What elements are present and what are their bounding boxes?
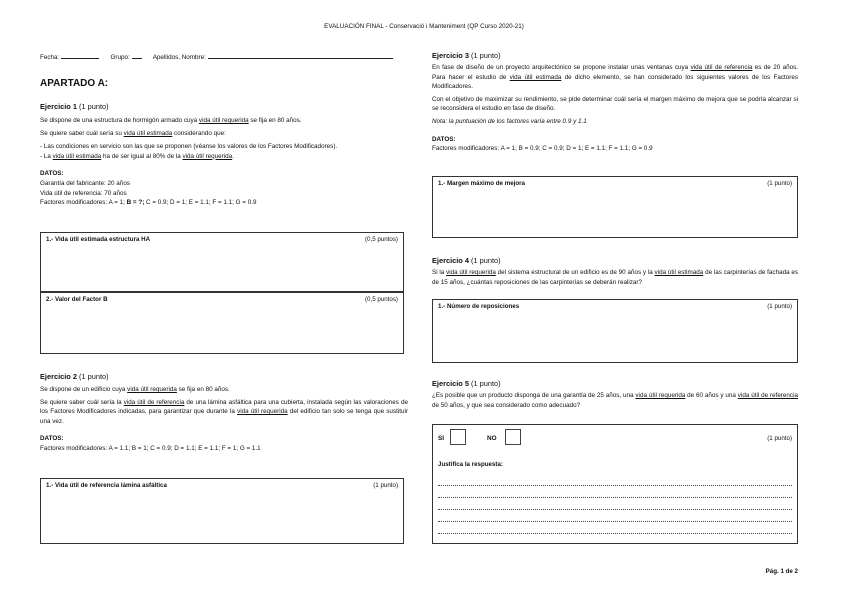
ej3-p2: Con el objetivo de maximizar su rendimiento, se pide determinar cuál sería el margen máximo de mejora que se podría alcanzar si se reconsidera el estudio en fase de diseño. (432, 95, 798, 113)
ej1-answer-box-1[interactable] (40, 232, 404, 292)
ej2-points: (1 punto) (79, 372, 109, 381)
ej5-answer-line-5[interactable] (438, 533, 792, 534)
ej2-q1-label: 1.- Vida útil de referencia lámina asfáltica (46, 482, 167, 489)
apartado-heading: APARTADO A: (40, 78, 109, 89)
ej1-dato-referencia: Vida útil de referencia: 70 años (40, 189, 127, 197)
fecha-field[interactable] (61, 51, 99, 59)
ej5-points: (1 punto) (471, 379, 501, 388)
ej4-title (432, 256, 501, 265)
ej1-dato-factores: Factores modificadores: A = 1; B = ?; C = 0.9; D = 1; E = 1.1; F = 1.1; G = 0.9 (40, 199, 257, 207)
ej2-title-label: Ejercicio 2 (40, 372, 77, 381)
ej1-dato-garantia: Garantía del fabricante: 20 años (40, 179, 130, 187)
ej5-si-checkbox[interactable] (450, 429, 466, 445)
ej3-datos-heading: DATOS: (432, 135, 456, 143)
ej3-text (432, 63, 798, 154)
ej4-title-label: Ejercicio 4 (432, 256, 469, 265)
ej4-points: (1 punto) (471, 256, 501, 265)
ej1-title-label: Ejercicio 1 (40, 102, 77, 111)
ej5-answer-line-3[interactable] (438, 509, 792, 510)
ej3-p1: En fase de diseño de un proyecto arquitectónico se propone instalar unas ventanas cuya vida útil de referencia es de 20 años. Para hacer el estudio de vida útil estimada de dicho elemento, se han considerado los siguientes valores de los Factores Modificadores. (432, 64, 799, 91)
ej1-bullet1: - Las condiciones en servicio son las que se proponen (véanse los valores de los Factores Modificadores). (40, 143, 338, 151)
ej2-p2: Se quiere saber cuál sería la vida útil de referencia de una lámina asfáltica para una cubierta, instalada según las valoraciones de los Factores Modificadores indicadas, para garantizar que durante la vida útil requerida del edificio tan solo se tenga que sustituir una vez. (40, 398, 408, 425)
ej5-p1: ¿Es posible que un producto disponga de una garantía de 25 años, una vida útil requerida de 60 años y una vida útil de referencia de 50 años, y que sea considerado como adecuado? (432, 392, 798, 409)
ej3-points: (1 punto) (471, 51, 501, 60)
page-header-title: EVALUACIÓN FINAL - Conservació i Manteniment (QP Curso 2020-21) (324, 23, 524, 30)
ej1-bullet2: - La vida útil estimada ha de ser igual al 80% de la vida útil requerida. (40, 152, 234, 160)
fecha-label: Fecha: (40, 54, 60, 61)
ej1-q2-label: 2.- Valor del Factor B (46, 296, 108, 303)
ej5-answer-line-4[interactable] (438, 521, 792, 522)
page-number: Pág. 1 de 2 (765, 568, 798, 575)
ej1-datos-heading: DATOS: (40, 170, 64, 178)
ej5-si-label: SI (438, 435, 445, 442)
ej3-nota: Nota: la puntuación de los factores varía entre 0.9 y 1.1 (432, 117, 587, 125)
ej2-text (40, 385, 408, 454)
ej1-q1-label: 1.- Vida útil estimada estructura HA (46, 236, 151, 243)
ej2-answer-box[interactable] (40, 478, 404, 544)
ej4-answer-box[interactable] (432, 299, 798, 363)
ej2-dato-factores: Factores modificadores: A = 1.1; B = 1; C = 0.9; D = 1.1; E = 1.1; F = 1; G = 1.1 (40, 444, 261, 452)
ej4-q1-label: 1.- Número de reposiciones (438, 303, 520, 310)
ej4-p1: Si la vida útil requerida del sistema estructural de un edificio es de 90 años y la vida útil estimada de las carpinterías de fachada es de 15 años, ¿cuántas reposiciones de las carpinterías se deberán realizar? (432, 269, 799, 286)
ej3-q1-points: (1 punto) (767, 180, 792, 187)
ej3-title-label: Ejercicio 3 (432, 51, 469, 60)
ej3-title (432, 51, 501, 60)
ej1-p2: Se quiere saber cuál sería su vida útil estimada considerando que: (40, 129, 226, 137)
ej2-q1-points: (1 punto) (373, 482, 398, 489)
ej3-dato-factores: Factores modificadores: A = 1; B = 0.9; C = 0.9; D = 1; E = 1.1; F = 1.1; G = 0.9 (432, 145, 653, 153)
student-info-line (40, 51, 410, 63)
ej2-title (40, 372, 109, 381)
grupo-label: Grupo: (110, 54, 130, 61)
ej5-text (432, 391, 798, 410)
ej5-no-checkbox[interactable] (505, 429, 521, 445)
ej1-points: (1 punto) (79, 102, 109, 111)
ej1-p1: Se dispone de una estructura de hormigón armado cuya vida útil requerida se fija en 80 años. (40, 117, 302, 124)
ej5-answer-line-2[interactable] (438, 497, 792, 498)
ej5-answer-box (432, 424, 798, 544)
ej1-answer-box-2[interactable] (40, 292, 404, 354)
ej1-q1-points: (0,5 puntos) (364, 236, 398, 243)
ej3-q1-label: 1.- Margen máximo de mejora (438, 180, 525, 187)
ej4-q1-points: (1 punto) (767, 303, 792, 310)
ej5-title (432, 379, 501, 388)
ej5-q1-points: (1 punto) (767, 435, 792, 442)
ej5-no-label: NO (487, 435, 497, 442)
ej4-text (432, 268, 798, 287)
ej1-title (40, 102, 109, 111)
ej2-p1: Se dispone de un edificio cuya vida útil requerida se fija en 80 años. (40, 386, 230, 393)
ej1-text (40, 116, 412, 208)
ej3-answer-box[interactable] (432, 176, 798, 238)
ej1-q2-points: (0,5 puntos) (364, 296, 398, 303)
ej5-title-label: Ejercicio 5 (432, 379, 469, 388)
apellidos-field[interactable] (208, 51, 393, 59)
grupo-field[interactable] (132, 51, 142, 59)
ej5-justifica-label: Justifica la respuesta: (438, 461, 503, 468)
apellidos-label: Apellidos, Nombre: (152, 54, 206, 61)
ej2-datos-heading: DATOS: (40, 435, 64, 443)
ej5-answer-line-1[interactable] (438, 485, 792, 486)
